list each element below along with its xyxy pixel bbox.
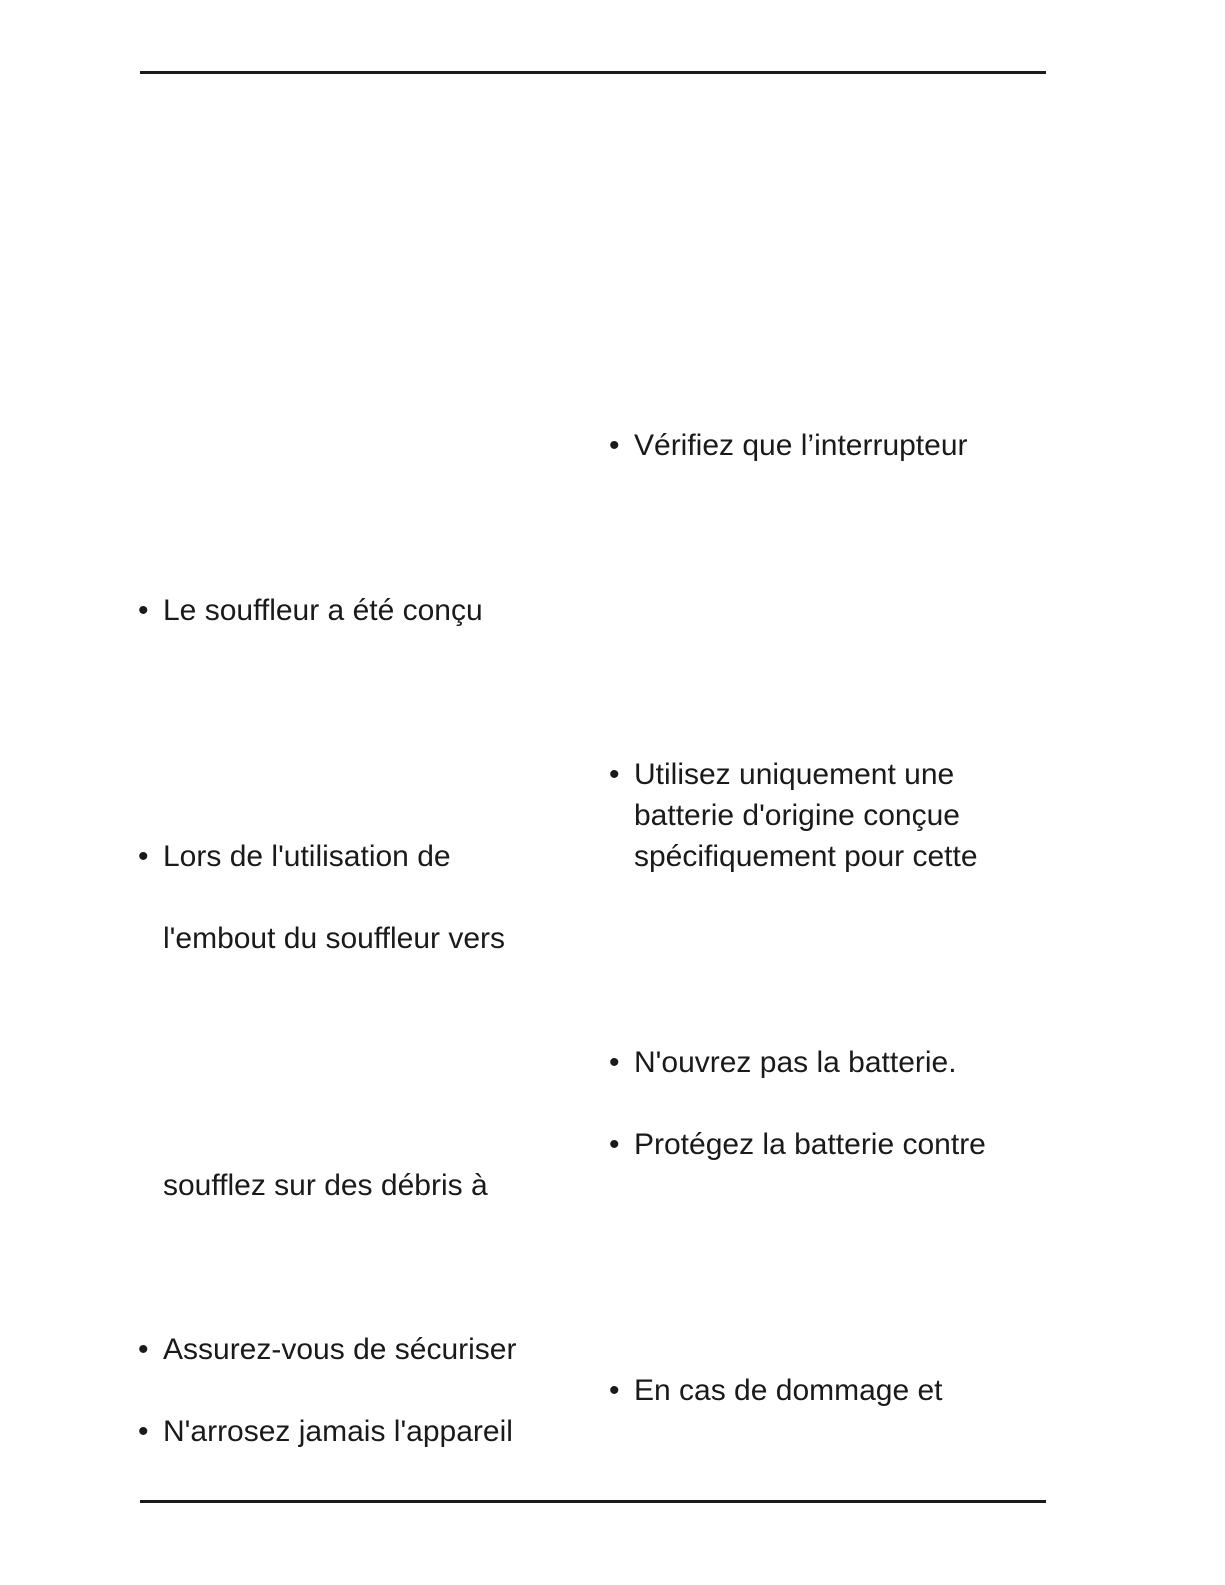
left-item-3-line-1: Assurez-vous de sécuriser — [163, 1333, 517, 1366]
left-item-1-line-1: Le souffleur a été conçu — [163, 594, 483, 627]
left-item-2-line-3: soufflez sur des débris à — [163, 1169, 488, 1202]
bullet-marker: • — [609, 1046, 620, 1079]
bullet-marker: • — [138, 840, 149, 873]
left-item-4-line-1: N'arrosez jamais l'appareil — [163, 1415, 513, 1448]
right-item-3-line-1: N'ouvrez pas la batterie. — [634, 1046, 957, 1079]
right-item-1-line-1: Vérifiez que l’interrupteur — [634, 429, 968, 462]
bullet-marker: • — [138, 1333, 149, 1366]
bottom-rule — [140, 1500, 1046, 1503]
bullet-marker: • — [609, 1374, 620, 1407]
right-item-2-line-3: spécifiquement pour cette — [634, 840, 978, 873]
right-item-2-line-2: batterie d'origine conçue — [634, 799, 960, 832]
right-item-5-line-1: En cas de dommage et — [634, 1374, 943, 1407]
bullet-marker: • — [609, 1128, 620, 1161]
top-rule — [140, 71, 1046, 74]
left-item-2-line-2: l'embout du souffleur vers — [163, 922, 506, 955]
bullet-marker: • — [138, 1415, 149, 1448]
bullet-marker: • — [609, 758, 620, 791]
left-item-2-line-1: Lors de l'utilisation de — [163, 840, 451, 873]
bullet-marker: • — [609, 429, 620, 462]
bullet-marker: • — [138, 594, 149, 627]
right-item-4-line-1: Protégez la batterie contre — [634, 1128, 986, 1161]
right-item-2-line-1: Utilisez uniquement une — [634, 758, 955, 791]
